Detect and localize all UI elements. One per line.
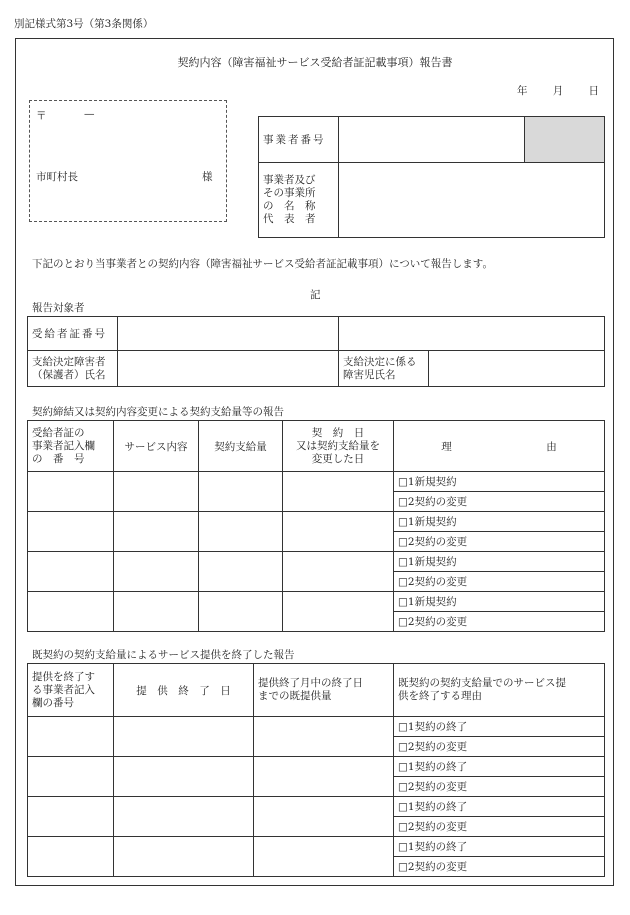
cert-number-field[interactable] (118, 317, 339, 351)
col-provided-header: 提供終了月中の終了日 までの既提供量 (254, 664, 394, 717)
termination-reason-checkbox[interactable]: □1契約の終了 (394, 757, 605, 777)
provider-name-label: 事業者及び その事業所 の 名 称 代 表 者 (259, 163, 339, 238)
termination-entry-cell[interactable] (114, 757, 254, 797)
target-table (27, 316, 605, 387)
contract-entry-cell[interactable] (199, 512, 283, 552)
contract-row (28, 512, 605, 532)
termination-reason-checkbox[interactable]: □1契約の終了 (394, 837, 605, 857)
termination-entry-cell[interactable] (254, 797, 394, 837)
contract-row (28, 472, 605, 492)
termination-row (28, 837, 605, 857)
provider-name-field[interactable] (339, 163, 605, 238)
recipient-label: 市町村長 (36, 171, 78, 183)
contract-row (28, 552, 605, 572)
termination-row (28, 717, 605, 737)
contract-entry-cell[interactable] (28, 512, 114, 552)
provider-number-field[interactable] (339, 117, 525, 163)
contract-reason-checkbox[interactable]: □2契約の変更 (394, 492, 605, 512)
contract-entry-cell[interactable] (114, 472, 199, 512)
target-heading: 報告対象者 (32, 302, 85, 314)
form-number: 別記様式第3号（第3条関係） (14, 18, 154, 30)
contract-entry-cell[interactable] (28, 472, 114, 512)
termination-entry-cell[interactable] (28, 837, 114, 877)
termination-reason-checkbox[interactable]: □1契約の終了 (394, 797, 605, 817)
contract-reason-checkbox[interactable]: □2契約の変更 (394, 572, 605, 592)
postal-dash: — (84, 108, 95, 120)
termination-reason-checkbox[interactable]: □1契約の終了 (394, 717, 605, 737)
termination-reason-checkbox[interactable]: □2契約の変更 (394, 857, 605, 877)
col-reason-header: 理 由 (394, 421, 605, 472)
termination-reason-checkbox[interactable]: □2契約の変更 (394, 737, 605, 757)
contract-entry-cell[interactable] (199, 552, 283, 592)
termination-entry-cell[interactable] (254, 717, 394, 757)
termination-entry-cell[interactable] (254, 837, 394, 877)
section1-heading: 契約締結又は契約内容変更による契約支給量等の報告 (32, 406, 284, 418)
termination-row (28, 757, 605, 777)
contract-entry-cell[interactable] (199, 592, 283, 632)
contract-entry-cell[interactable] (114, 592, 199, 632)
col-date-header: 契 約 日 又は契約支給量を 変更した日 (283, 421, 394, 472)
contract-reason-checkbox[interactable]: □1新規契約 (394, 512, 605, 532)
termination-entry-cell[interactable] (114, 837, 254, 877)
col-end-number-header: 提供を終了す る事業者記入 欄の番号 (28, 664, 114, 717)
col-amount-header: 契約支給量 (199, 421, 283, 472)
form-title: 契約内容（障害福祉サービス受給者証記載事項）報告書 (177, 56, 453, 69)
child-name-field[interactable] (429, 351, 605, 387)
cert-number-label: 受給者証番号 (28, 317, 118, 351)
guardian-name-label: 支給決定障害者 （保護者）氏名 (28, 351, 118, 387)
contract-entry-cell[interactable] (28, 592, 114, 632)
termination-row (28, 797, 605, 817)
contract-reason-checkbox[interactable]: □1新規契約 (394, 592, 605, 612)
address-box (29, 100, 227, 222)
honorific-label: 様 (202, 171, 213, 183)
contract-entry-cell[interactable] (28, 552, 114, 592)
contract-entry-cell[interactable] (114, 552, 199, 592)
provider-number-label: 事業者番号 (259, 117, 339, 163)
col-service-header: サービス内容 (114, 421, 199, 472)
day-label: 日 (588, 85, 599, 97)
contract-row (28, 592, 605, 612)
date-line (517, 83, 599, 98)
child-name-label: 支給決定に係る 障害児氏名 (339, 351, 429, 387)
contract-entry-cell[interactable] (283, 592, 394, 632)
provider-shaded-cell (525, 117, 605, 163)
termination-reason-checkbox[interactable]: □2契約の変更 (394, 817, 605, 837)
intro-text: 下記のとおり当事業者との契約内容（障害福祉サービス受給者証記載事項）について報告します。 (32, 258, 493, 270)
termination-entry-cell[interactable] (28, 797, 114, 837)
ki-label: 記 (310, 289, 321, 301)
month-label: 月 (552, 85, 564, 97)
termination-entry-cell[interactable] (114, 717, 254, 757)
contract-reason-checkbox[interactable]: □2契約の変更 (394, 612, 605, 632)
contract-reason-checkbox[interactable]: □1新規契約 (394, 552, 605, 572)
contract-entry-cell[interactable] (283, 512, 394, 552)
col-end-date-header: 提 供 終 了 日 (114, 664, 254, 717)
contract-entry-cell[interactable] (114, 512, 199, 552)
termination-entry-cell[interactable] (254, 757, 394, 797)
contract-entry-cell[interactable] (283, 552, 394, 592)
col-end-reason-header: 既契約の契約支給量でのサービス提 供を終了する理由 (394, 664, 605, 717)
termination-entry-cell[interactable] (114, 797, 254, 837)
termination-entry-cell[interactable] (28, 757, 114, 797)
contract-reason-checkbox[interactable]: □1新規契約 (394, 472, 605, 492)
provider-table (258, 116, 605, 238)
guardian-name-field[interactable] (118, 351, 339, 387)
termination-reason-checkbox[interactable]: □2契約の変更 (394, 777, 605, 797)
contract-reason-checkbox[interactable]: □2契約の変更 (394, 532, 605, 552)
termination-table (27, 663, 605, 877)
year-label: 年 (517, 85, 528, 97)
contract-entry-cell[interactable] (199, 472, 283, 512)
cert-number-extra (339, 317, 605, 351)
section2-heading: 既契約の契約支給量によるサービス提供を終了した報告 (32, 649, 295, 661)
contract-entry-cell[interactable] (283, 472, 394, 512)
postal-mark: 〒 (36, 110, 47, 122)
contract-table (27, 420, 605, 632)
col-cert-number-header: 受給者証の 事業者記入欄 の 番 号 (28, 421, 114, 472)
termination-entry-cell[interactable] (28, 717, 114, 757)
